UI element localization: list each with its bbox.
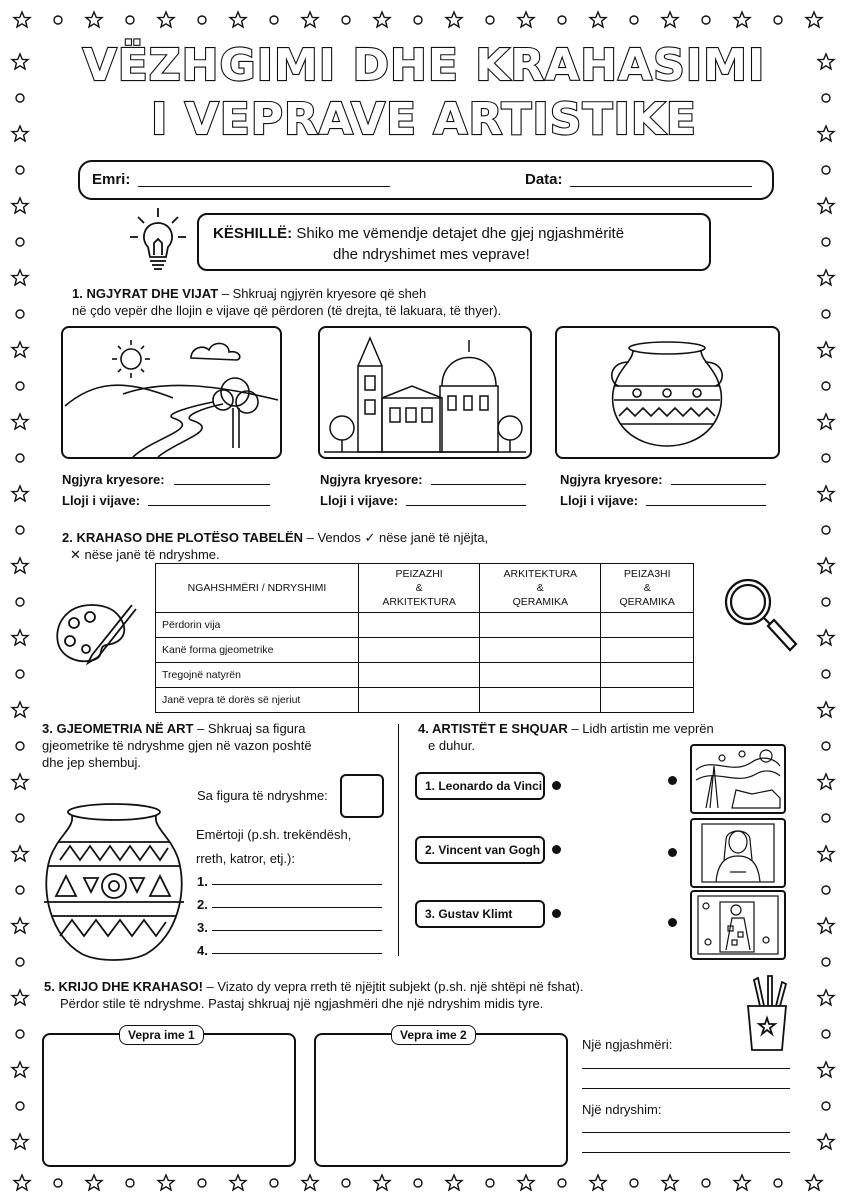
table-header-col2: ARKITEKTURA & QERAMIKA xyxy=(480,564,601,613)
pencil-cup-icon xyxy=(742,972,792,1054)
table-header-col1: PEIZAZHI & ARKITEKTURA xyxy=(359,564,480,613)
comparison-table xyxy=(155,563,694,713)
table-cell[interactable] xyxy=(480,613,601,638)
artist-klimt: 3. Gustav Klimt xyxy=(415,900,545,928)
pic2-lines-field[interactable] xyxy=(406,505,526,506)
artist-2-dot[interactable] xyxy=(552,845,561,854)
pic2-color-field[interactable] xyxy=(431,484,526,485)
table-cell[interactable] xyxy=(601,688,694,713)
artwork-2-drawing-box[interactable] xyxy=(314,1028,568,1167)
name-field[interactable] xyxy=(138,186,390,187)
shape-item-4-field[interactable] xyxy=(212,953,382,954)
table-header-criteria: NGAHSHMËRI / NDRYSHIMI xyxy=(156,564,359,613)
difference-line-1[interactable] xyxy=(582,1132,790,1133)
mona-lisa-thumbnail xyxy=(690,818,786,888)
date-field[interactable] xyxy=(570,186,752,187)
table-cell[interactable] xyxy=(359,638,480,663)
shape-item-1-field[interactable] xyxy=(212,884,382,885)
landscape-image xyxy=(63,328,280,457)
table-row: Tregojnë natyrën xyxy=(156,663,694,688)
klimt-image xyxy=(692,892,784,958)
table-row: Janë vepra të dorës së njeriut xyxy=(156,688,694,713)
table-row: Përdorin vija xyxy=(156,613,694,638)
similarity-line-2[interactable] xyxy=(582,1088,790,1089)
magnifier-icon xyxy=(720,574,804,658)
table-cell[interactable] xyxy=(601,613,694,638)
name-date-box xyxy=(78,160,774,200)
pic1-color-field[interactable] xyxy=(174,484,270,485)
palette-icon xyxy=(52,597,138,669)
table-cell[interactable] xyxy=(359,663,480,688)
artist-3-dot[interactable] xyxy=(552,909,561,918)
tip-box xyxy=(197,213,711,271)
similarity-label: Një ngjashmëri: xyxy=(582,1037,673,1052)
title-line-2: I VEPRAVE ARTISTIKE xyxy=(151,94,697,145)
section3-heading: 3. GJEOMETRIA NË ART – Shkruaj sa figura gjeometrike të ndryshme gjen në vazon poshtë dhe jep shembuj. xyxy=(42,721,312,770)
artwork-1-drawing-box[interactable] xyxy=(42,1028,296,1167)
artist-1-dot[interactable] xyxy=(552,781,561,790)
table-row: Kanë forma gjeometrike xyxy=(156,638,694,663)
tip-label: KËSHILLË: xyxy=(213,225,293,242)
section5-heading: 5. KRIJO DHE KRAHASO! – Vizato dy vepra rreth të njëjtit subjekt (p.sh. një shtëpi në fshat). Përdor stile të ndryshme. Pastaj shkruaj një ngjashmëri dhe një ndryshim midis tyre. xyxy=(44,979,584,1011)
shape-item-3-label: 3. xyxy=(197,920,208,935)
difference-line-2[interactable] xyxy=(582,1152,790,1153)
table-cell[interactable] xyxy=(480,638,601,663)
artist-van-gogh: 2. Vincent van Gogh xyxy=(415,836,545,864)
pottery-vase-image xyxy=(557,328,778,457)
artwork-1-tag: Vepra ime 1 xyxy=(119,1025,204,1045)
pic1-color-label: Ngjyra kryesore: xyxy=(62,472,165,487)
tip-text-1: Shiko me vëmendje detajet dhe gjej ngjashmëritë xyxy=(296,225,625,242)
starry-night-thumbnail xyxy=(690,744,786,814)
section2-heading: 2. KRAHASO DHE PLOTËSO TABELËN – Vendos ✓ nëse janë të njëjta, ✕ nëse janë të ndryshme. xyxy=(62,530,489,562)
architecture-image xyxy=(320,328,530,457)
starry-night-image xyxy=(692,746,784,812)
pic3-lines-label: Lloji i vijave: xyxy=(560,493,639,508)
shape-item-1-label: 1. xyxy=(197,874,208,889)
architecture-picture xyxy=(318,326,532,459)
name-label: Emri: xyxy=(92,171,131,188)
artwork-3-dot[interactable] xyxy=(668,918,677,927)
table-cell[interactable] xyxy=(480,663,601,688)
landscape-picture xyxy=(61,326,282,459)
table-cell[interactable] xyxy=(601,638,694,663)
table-cell[interactable] xyxy=(359,613,480,638)
pic3-color-field[interactable] xyxy=(671,484,766,485)
klimt-thumbnail xyxy=(690,890,786,960)
shape-item-2-label: 2. xyxy=(197,897,208,912)
artwork-2-dot[interactable] xyxy=(668,848,677,857)
shape-item-2-field[interactable] xyxy=(212,907,382,908)
mona-lisa-image xyxy=(692,820,784,886)
artwork-2-tag: Vepra ime 2 xyxy=(391,1025,476,1045)
name-shapes-prompt: Emërtoji (p.sh. trekëndësh, rreth, katror, etj.): xyxy=(196,827,352,866)
table-header-col3: PEIZA3HI & QERAMIKA xyxy=(601,564,694,613)
section4-heading: 4. ARTISTËT E SHQUAR – Lidh artistin me veprën e duhur. xyxy=(418,721,714,753)
artwork-1-dot[interactable] xyxy=(668,776,677,785)
pic2-lines-label: Lloji i vijave: xyxy=(320,493,399,508)
vertical-divider xyxy=(398,724,399,956)
similarity-line-1[interactable] xyxy=(582,1068,790,1069)
tip-text-2: dhe ndryshimet mes veprave! xyxy=(333,246,530,263)
pic3-lines-field[interactable] xyxy=(646,505,766,506)
difference-label: Një ndryshim: xyxy=(582,1102,662,1117)
vase-image xyxy=(38,800,188,968)
table-cell[interactable] xyxy=(601,663,694,688)
artist-leonardo: 1. Leonardo da Vinci xyxy=(415,772,545,800)
date-label: Data: xyxy=(525,171,563,188)
table-cell[interactable] xyxy=(359,688,480,713)
pic3-color-label: Ngjyra kryesore: xyxy=(560,472,663,487)
shape-item-4-label: 4. xyxy=(197,943,208,958)
title-line-1: VËZHGIMI DHE KRAHASIMI xyxy=(82,40,766,91)
pottery-picture xyxy=(555,326,780,459)
shape-item-3-field[interactable] xyxy=(212,930,382,931)
pic2-color-label: Ngjyra kryesore: xyxy=(320,472,423,487)
figure-count-box[interactable] xyxy=(340,774,384,818)
table-cell[interactable] xyxy=(480,688,601,713)
lightbulb-icon xyxy=(126,205,190,273)
figure-count-label: Sa figura të ndryshme: xyxy=(197,788,328,803)
section1-heading: 1. NGJYRAT DHE VIJAT – Shkruaj ngjyrën kryesore që sheh në çdo vepër dhe llojin e vijave që përdoren (të drejta, të lakuara, të thyer). xyxy=(72,286,502,318)
pic1-lines-label: Lloji i vijave: xyxy=(62,493,141,508)
pic1-lines-field[interactable] xyxy=(148,505,270,506)
